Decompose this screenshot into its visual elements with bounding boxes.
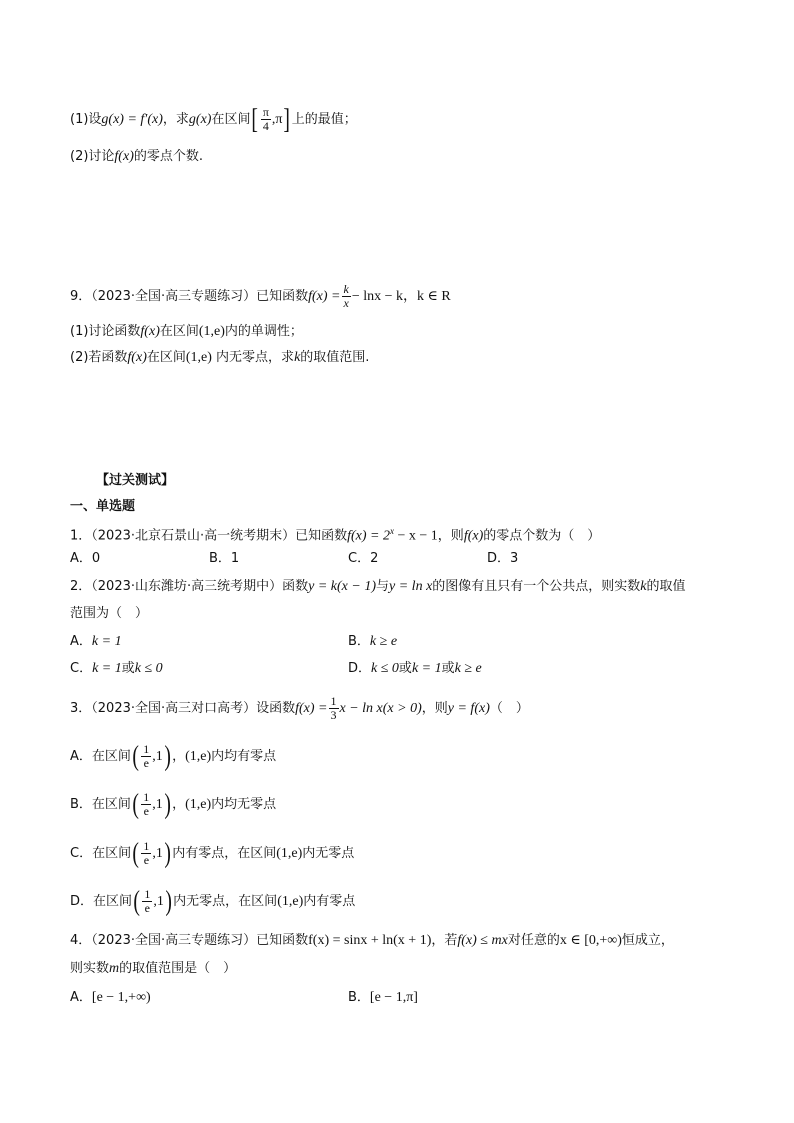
option-text: ， bbox=[172, 797, 186, 812]
left-paren: ( bbox=[132, 740, 139, 772]
option-label: B． bbox=[348, 634, 370, 649]
q8-part1 bbox=[70, 103, 357, 135]
q8-part1-g: g(x) bbox=[188, 112, 212, 127]
q1-stem-a: 1．（2023·北京石景山·高一统考期末）已知函数 bbox=[70, 528, 348, 544]
q9-part2-f: f(x) bbox=[127, 350, 147, 365]
q3-stem-c: （ ） bbox=[489, 701, 529, 716]
option-label: C．2 bbox=[348, 551, 379, 566]
q9-stem bbox=[70, 283, 451, 310]
k-over-x-fraction bbox=[342, 283, 351, 310]
right-paren: ) bbox=[165, 885, 172, 917]
left-paren: ( bbox=[132, 788, 139, 820]
option-math: [e − 1,+∞) bbox=[91, 990, 151, 1005]
option-text: ， bbox=[172, 749, 186, 764]
left-paren: ( bbox=[132, 837, 140, 869]
q2-option-c[interactable] bbox=[70, 659, 163, 679]
frac-num: 1 bbox=[143, 742, 150, 756]
q9-part1-interval: (1,e) bbox=[198, 324, 225, 339]
option-text: 内均无零点 bbox=[211, 797, 277, 812]
q3-option-c[interactable]: C．在区间( $\frac{1}{e}$ ,1)内有零点，在区间(1,e)内无零点 bbox=[70, 837, 355, 869]
q4-ineq: f(x) ≤ mx bbox=[457, 933, 508, 948]
option-math: [e − 1,π] bbox=[369, 990, 418, 1005]
option-label: D． bbox=[348, 661, 372, 676]
pi-over-4-fraction bbox=[261, 106, 271, 133]
q1-f: f(x) bbox=[463, 528, 484, 544]
option-or: 或 bbox=[121, 661, 135, 676]
option-label: C． bbox=[70, 661, 93, 676]
frac-den: e bbox=[144, 901, 150, 915]
q8-part1-mid: ，求 bbox=[162, 112, 189, 127]
q2-y2: y = ln x bbox=[389, 579, 433, 594]
option-math: k = 1 bbox=[91, 634, 122, 649]
option-interval: (1,e) bbox=[276, 846, 303, 861]
option-text: C．在区间 bbox=[70, 846, 132, 861]
q1-stem-b: ，则 bbox=[437, 528, 464, 544]
right-paren: ) bbox=[164, 837, 171, 869]
q9-head: 9．（2023·全国·高三专题练习）已知函数 bbox=[70, 289, 309, 304]
frac-den: e bbox=[143, 853, 150, 867]
q3-func-right: x − ln x(x > 0) bbox=[339, 701, 422, 716]
q4-domain: x ∈ [0,+∞) bbox=[559, 933, 622, 948]
left-paren: ( bbox=[133, 885, 140, 917]
q9-part1 bbox=[70, 322, 303, 342]
q3-option-a[interactable]: A．在区间( $\frac{1}{e}$ ,1)，(1,e)内均有零点 bbox=[70, 740, 277, 772]
q9-part1-f: f(x) bbox=[140, 324, 160, 339]
one-over-e-fraction bbox=[141, 791, 151, 818]
q1-option-d[interactable] bbox=[487, 549, 518, 569]
q2-k: k bbox=[640, 579, 647, 594]
option-text: 内有零点，在区间 bbox=[172, 846, 277, 861]
frac-num: k bbox=[343, 282, 349, 296]
option-label: A． bbox=[70, 634, 92, 649]
q4-func: f(x) = sinx + ln(x + 1) bbox=[308, 933, 432, 948]
frac-num: 1 bbox=[144, 887, 151, 901]
q4-stem bbox=[70, 931, 674, 951]
q4-option-b[interactable] bbox=[348, 988, 418, 1008]
q9-part2-interval: (1,e) bbox=[185, 350, 212, 365]
one-over-e-fraction bbox=[142, 888, 152, 915]
right-bracket: ] bbox=[283, 103, 291, 135]
q4-stem-a: 4．（2023·全国·高三专题练习）已知函数 bbox=[70, 933, 309, 948]
q3-func-left: f(x) = bbox=[295, 701, 328, 716]
test-section-title bbox=[96, 471, 174, 491]
q2-stem bbox=[70, 577, 686, 597]
q1-func: f(x) = 2 bbox=[347, 528, 390, 544]
option-text: 内均有零点 bbox=[211, 749, 277, 764]
option-math: k = 1 bbox=[411, 661, 442, 676]
q2-stem-d: 的取值 bbox=[646, 579, 686, 594]
q9-part1-prefix: (1)讨论函数 bbox=[70, 324, 141, 339]
one-over-e-fraction bbox=[141, 743, 151, 770]
q8-part2-prefix: (2)讨论 bbox=[70, 149, 115, 164]
q9-func-left: f(x) = bbox=[308, 289, 341, 304]
option-label: A．0 bbox=[70, 551, 101, 566]
q1-func-tail: − x − 1 bbox=[394, 528, 438, 544]
subsection-title bbox=[70, 497, 135, 517]
q4-stem-d: 恒成立， bbox=[621, 933, 674, 948]
q3-stem bbox=[70, 695, 529, 722]
q4-line2-a: 则实数 bbox=[70, 961, 110, 976]
q3-stem-a: 3．（2023·全国·高三对口高考）设函数 bbox=[70, 701, 296, 716]
q9-part1-mid: 在区间 bbox=[159, 324, 199, 339]
option-math: k ≤ 0 bbox=[371, 661, 399, 676]
q3-option-b[interactable]: B．在区间( $\frac{1}{e}$ ,1)，(1,e)内均无零点 bbox=[70, 788, 277, 820]
q8-part1-def: g(x) = f′(x) bbox=[101, 112, 163, 127]
q4-option-a[interactable] bbox=[70, 988, 151, 1008]
q8-part2 bbox=[70, 147, 203, 167]
option-label: A． bbox=[70, 990, 92, 1005]
q9-part2-suffix: 内无零点，求 bbox=[211, 350, 295, 365]
q9-part2-k: k bbox=[294, 350, 301, 365]
q8-part1-suffix: 上的最值； bbox=[291, 112, 357, 127]
option-label: D．3 bbox=[487, 551, 519, 566]
q9-part1-suffix: 内的单调性； bbox=[224, 324, 303, 339]
q3-y: y = f(x) bbox=[447, 701, 490, 716]
q1-stem bbox=[70, 521, 600, 546]
q4-stem-c: 对任意的 bbox=[507, 933, 560, 948]
option-math: k ≥ e bbox=[454, 661, 482, 676]
q2-option-a[interactable] bbox=[70, 632, 122, 652]
q4-m: m bbox=[109, 961, 120, 976]
q1-option-a[interactable] bbox=[70, 549, 100, 569]
frac-den: 4 bbox=[262, 119, 269, 133]
frac-num: π bbox=[262, 105, 269, 119]
q1-sup: x bbox=[390, 526, 394, 536]
option-or: 或 bbox=[441, 661, 455, 676]
subsection-text: 一、单选题 bbox=[70, 499, 136, 514]
q3-option-d[interactable]: D．在区间( $\frac{1}{e}$ ,1)内无零点，在区间(1,e)内有零点 bbox=[70, 885, 356, 917]
one-third-fraction bbox=[329, 695, 339, 722]
frac-num: 1 bbox=[143, 790, 150, 804]
interval-end: ,π bbox=[271, 112, 283, 127]
option-math: k ≤ 0 bbox=[134, 661, 163, 676]
q8-part1-prefix: (1)设 bbox=[70, 112, 102, 127]
one-over-e-fraction bbox=[141, 840, 151, 867]
q9-part2 bbox=[70, 348, 369, 368]
option-interval: (1,e) bbox=[185, 749, 212, 764]
q2-stem-a: 2．（2023·山东潍坊·高三统考期中）函数 bbox=[70, 579, 309, 594]
q1-stem-c: 的零点个数为（ ） bbox=[483, 528, 601, 544]
q4-line2-b: 的取值范围是（ ） bbox=[119, 961, 237, 976]
q9-part2-prefix: (2)若函数 bbox=[70, 350, 128, 365]
option-math: k ≥ e bbox=[369, 634, 398, 649]
frac-den: 3 bbox=[330, 708, 337, 722]
test-title-text: 【过关测试】 bbox=[96, 473, 175, 488]
q2-option-d[interactable] bbox=[348, 659, 482, 679]
right-paren: ) bbox=[164, 788, 171, 820]
q2-option-b[interactable] bbox=[348, 632, 397, 652]
q1-option-b[interactable] bbox=[209, 549, 239, 569]
frac-den: e bbox=[143, 804, 149, 818]
frac-num: 1 bbox=[143, 839, 150, 853]
option-text: A．在区间 bbox=[70, 749, 131, 764]
q2-stem-c: 的图像有且只有一个公共点，则实数 bbox=[432, 579, 641, 594]
q1-option-c[interactable] bbox=[348, 549, 378, 569]
option-text: B．在区间 bbox=[70, 797, 131, 812]
frac-den: x bbox=[343, 296, 349, 310]
option-label: B． bbox=[348, 990, 370, 1005]
q2-y1: y = k(x − 1) bbox=[308, 579, 376, 594]
option-text: D．在区间 bbox=[70, 894, 133, 909]
left-bracket: [ bbox=[251, 103, 259, 135]
q9-func-right: − lnx − k，k ∈ R bbox=[351, 289, 451, 304]
option-or: 或 bbox=[398, 661, 412, 676]
option-text: 内无零点 bbox=[302, 846, 355, 861]
q3-stem-b: ，则 bbox=[421, 701, 448, 716]
right-paren: ) bbox=[164, 740, 171, 772]
option-math: k = 1 bbox=[92, 661, 122, 676]
frac-den: e bbox=[143, 756, 149, 770]
q2-stem-line2 bbox=[70, 604, 148, 624]
option-label: B．1 bbox=[209, 551, 240, 566]
q9-part2-end: 的取值范围. bbox=[300, 350, 370, 365]
frac-num: 1 bbox=[330, 694, 337, 708]
q8-part1-in: 在区间 bbox=[211, 112, 251, 127]
q8-part2-f: f(x) bbox=[114, 149, 134, 164]
q8-part2-suffix: 的零点个数. bbox=[133, 149, 203, 164]
option-interval: (1,e) bbox=[277, 894, 304, 909]
q4-stem-line2 bbox=[70, 959, 236, 979]
option-interval: (1,e) bbox=[185, 797, 212, 812]
q2-stem-line2-text: 范围为（ ） bbox=[70, 606, 149, 621]
q4-stem-b: ，若 bbox=[431, 933, 458, 948]
option-text: 内有零点 bbox=[303, 894, 356, 909]
q9-part2-mid: 在区间 bbox=[146, 350, 186, 365]
option-text: 内无零点，在区间 bbox=[173, 894, 278, 909]
q2-stem-b: 与 bbox=[376, 579, 390, 594]
